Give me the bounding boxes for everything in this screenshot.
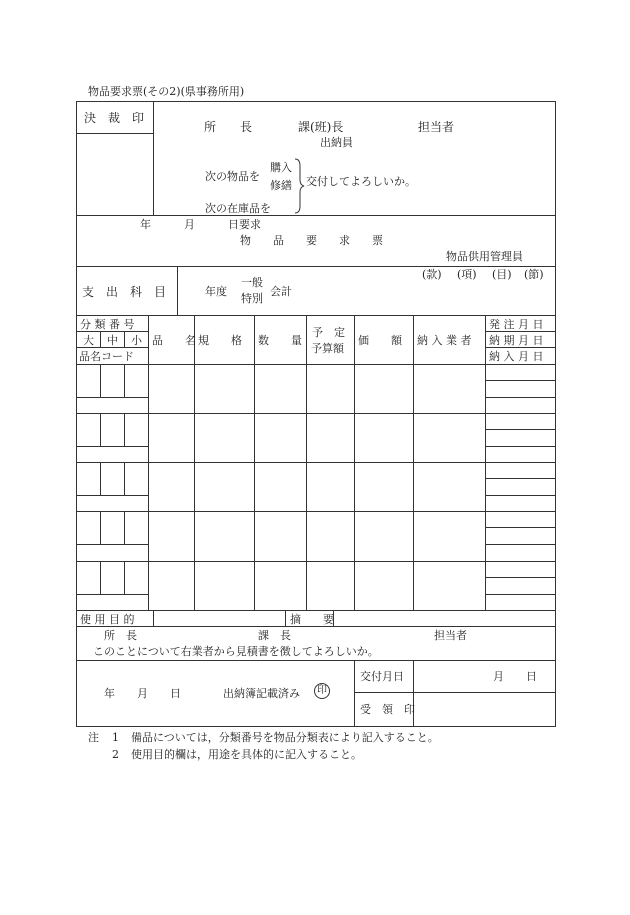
note-1-number: 1 (112, 731, 119, 744)
spec-header: 規 格 (198, 334, 242, 347)
estimate-text: このことについて右業者から見積書を徴してよろしいか。 (93, 645, 379, 658)
note-1: 備品については，分類番号を物品分類表により記入すること。 (131, 731, 439, 744)
kou-label: (項) (457, 268, 477, 281)
small-header: 小 (131, 334, 142, 347)
kan-label: (款) (422, 268, 442, 281)
receipt-label: 受 領 印 (360, 703, 415, 716)
special-account: 特別 (241, 292, 263, 305)
cashier-label: 出納員 (320, 136, 353, 149)
section-chief-label: 課(班)長 (298, 120, 344, 134)
item-code-header: 品名コード (79, 350, 134, 363)
estimate-section-chief: 課 長 (258, 629, 291, 642)
notes-label: 注 (88, 731, 99, 744)
estimate-staff: 担当者 (434, 629, 467, 642)
purchase-option: 購入 (270, 161, 292, 174)
frame-left (76, 101, 77, 727)
issue-month-day: 月 日 (493, 670, 537, 683)
budget-header-1: 予 定 (312, 326, 345, 339)
request-date: 年 月 日要求 (140, 218, 261, 231)
request-title: 物 品 要 求 票 (240, 234, 383, 247)
budget-header-2: 予算額 (311, 342, 344, 355)
chief-label: 所 長 (204, 120, 253, 134)
frame-top (76, 101, 556, 102)
fiscal-year: 年度 (205, 285, 227, 298)
request-line2: 次の在庫品を (205, 202, 271, 215)
estimate-chief: 所 長 (104, 629, 137, 642)
deliver-text: 交付してよろしいか。 (306, 175, 416, 188)
note-2: 使用目的欄は，用途を具体的に記入すること。 (131, 748, 362, 761)
moku-label: (目) (492, 268, 512, 281)
seal-label: 印 (317, 685, 327, 696)
price-header: 価 額 (358, 334, 402, 347)
delivery-date-header: 納 入 月 日 (489, 350, 544, 363)
supply-manager: 物品供用管理員 (446, 250, 523, 263)
qty-header: 数 量 (258, 334, 302, 347)
purpose-label: 使 用 目 的 (80, 613, 135, 626)
expense-label: 支 出 科 目 (82, 285, 167, 299)
general-account: 一般 (241, 276, 263, 289)
setsu-label: (節) (524, 268, 544, 281)
request-line1: 次の物品を (205, 170, 260, 183)
staff-label: 担当者 (418, 120, 455, 134)
ledger-label: 出納簿記載済み (223, 687, 300, 700)
due-date-header: 納 期 月 日 (489, 334, 544, 347)
stamp-label: 決 裁 印 (84, 111, 145, 125)
brace-icon (293, 158, 305, 214)
issue-date-label: 交付月日 (360, 670, 404, 683)
footer-date: 年 月 日 (104, 687, 181, 700)
summary-label: 摘 要 (290, 613, 334, 626)
repair-option: 修繕 (270, 179, 292, 192)
frame-right (555, 101, 556, 727)
seal-icon (314, 683, 330, 699)
class-no-header: 分 類 番 号 (80, 318, 135, 331)
vendor-header: 納 入 業 者 (417, 334, 472, 347)
large-header: 大 (83, 334, 94, 347)
medium-header: 中 (107, 334, 118, 347)
note-2-number: 2 (112, 748, 119, 761)
frame-bottom (76, 726, 556, 727)
account-label: 会計 (270, 285, 292, 298)
order-date-header: 発 注 月 日 (489, 318, 544, 331)
form-title: 物品要求票(その2)(県事務所用) (88, 85, 245, 98)
item-name-header: 品 名 (152, 334, 196, 347)
